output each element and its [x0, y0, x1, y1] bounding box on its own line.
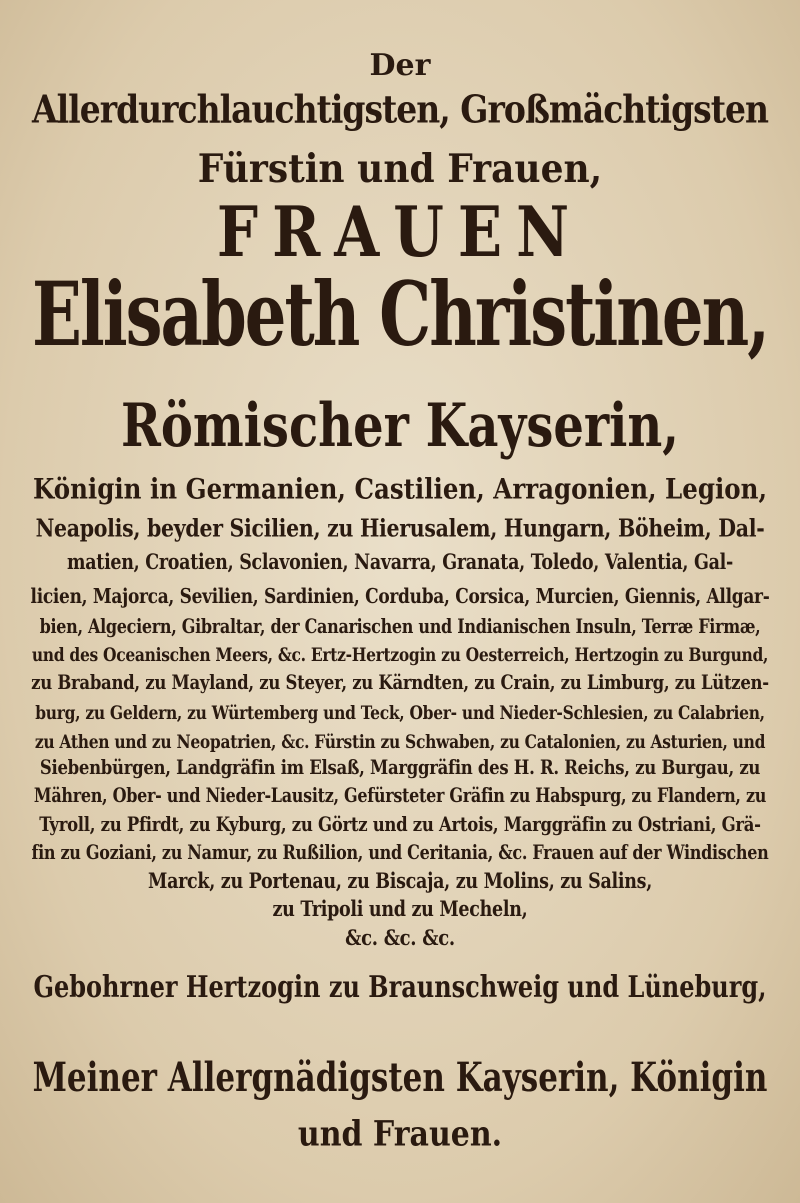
title-body-line: bien, Algeciern, Gibraltar, der Canarischen und Indianischen Insuln, Terræ Firmæ, — [39, 615, 761, 638]
title-body-line: zu Athen und zu Neopatrien, &c. Fürstin zu Schwaben, zu Catalonien, zu Asturien, und — [34, 730, 766, 753]
title-body-line: matien, Croatien, Sclavonien, Navarra, Granata, Toledo, Valentia, Gal- — [67, 551, 733, 575]
heading-name: Elisabeth Christinen, — [31, 262, 769, 367]
heading-und-frauen: und Frauen. — [297, 1114, 503, 1155]
heading-gebohrner: Gebohrner Hertzogin zu Braunschweig und Lüneburg, — [33, 968, 767, 1005]
title-body-line: fin zu Goziani, zu Namur, zu Rußilion, und Ceritania, &c. Frauen auf der Windischen — [31, 841, 769, 864]
title-body-line: burg, zu Geldern, zu Würtemberg und Teck, Ober- und Nieder-Schlesien, zu Calabrien, — [35, 701, 765, 724]
heading-allerdurchlauchtigsten: Allerdurchlauchtigsten, Großmächtigsten — [32, 87, 768, 132]
title-body-line: Siebenbürgen, Landgräfin im Elsaß, Marggräfin des H. R. Reichs, zu Burgau, zu — [39, 756, 761, 779]
heading-frauen-caps: FRAUEN — [216, 191, 584, 273]
etc-line: &c. &c. &c. — [345, 925, 455, 952]
title-body-line: Marck, zu Portenau, zu Biscaja, zu Molins, zu Salins, — [148, 870, 652, 894]
title-body-line: zu Braband, zu Mayland, zu Steyer, zu Kärndten, zu Crain, zu Limburg, zu Lützen- — [31, 671, 769, 694]
heading-fuerstin: Fürstin und Frauen, — [197, 145, 603, 193]
heading-der: Der — [369, 48, 431, 83]
heading-meiner: Meiner Allergnädigsten Kayserin, Königin — [32, 1054, 768, 1102]
title-body-line: zu Tripoli und zu Mecheln, — [272, 898, 528, 922]
title-body-line: licien, Majorca, Sevilien, Sardinien, Corduba, Corsica, Murcien, Giennis, Allgar- — [30, 585, 770, 609]
title-body-line: Tyroll, zu Pfirdt, zu Kyburg, zu Görtz und zu Artois, Marggräfin zu Ostriani, Grä- — [39, 813, 761, 836]
title-body-line: Neapolis, beyder Sicilien, zu Hierusalem, Hungarn, Böheim, Dal- — [35, 513, 765, 543]
title-body-line: und des Oceanischen Meers, &c. Ertz-Hertzogin zu Oesterreich, Hertzogin zu Burgund, — [31, 643, 769, 666]
title-body-line: Mähren, Ober- und Nieder-Lausitz, Gefürsteter Gräfin zu Habspurg, zu Flandern, zu — [33, 784, 767, 807]
title-line-koenigin: Königin in Germanien, Castilien, Arragonien, Legion, — [33, 471, 767, 506]
heading-kayserin: Römischer Kayserin, — [120, 391, 680, 461]
